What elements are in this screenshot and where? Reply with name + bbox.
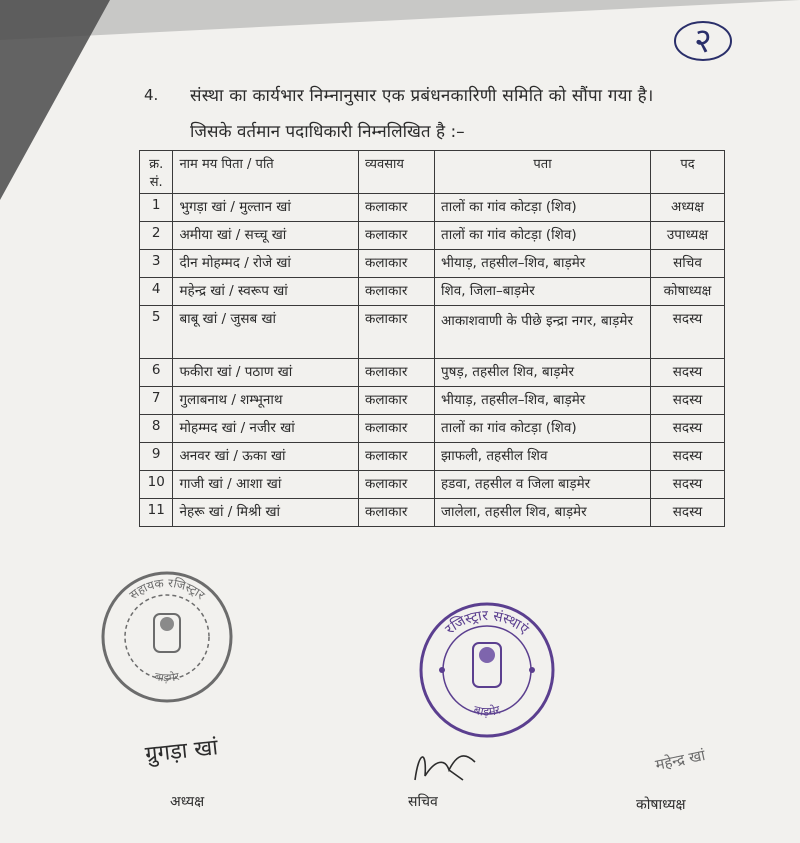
cell-address: झाफली, तहसील शिव	[435, 443, 651, 471]
cell-serial-no: 4	[140, 278, 173, 306]
cell-post: कोषाध्यक्ष	[650, 278, 724, 306]
header-occupation: व्यवसाय	[358, 151, 434, 194]
assistant-registrar-seal	[92, 562, 242, 712]
cell-address: भीयाड़, तहसील–शिव, बाड़मेर	[435, 387, 651, 415]
cell-occupation: कलाकार	[358, 250, 434, 278]
cell-name: बाबू खां / जुसब खां	[173, 306, 359, 359]
cell-serial-no: 7	[140, 387, 173, 415]
cell-serial-no: 5	[140, 306, 173, 359]
page-number-circle	[672, 18, 734, 64]
svg-text:बाड़मेर	[472, 702, 503, 718]
table-header-row	[140, 151, 725, 194]
cell-name: नेहरू खां / मिश्री खां	[173, 499, 359, 527]
table-row	[140, 443, 725, 471]
cell-post: सदस्य	[650, 499, 724, 527]
page-number	[672, 18, 734, 64]
cell-serial-no: 1	[140, 194, 173, 222]
cell-occupation: कलाकार	[358, 306, 434, 359]
cell-name: फकीरा खां / पठाण खां	[173, 359, 359, 387]
header-name: नाम मय पिता / पति	[173, 151, 359, 194]
table-row	[140, 499, 725, 527]
cell-occupation: कलाकार	[358, 359, 434, 387]
table-body	[140, 194, 725, 527]
cell-serial-no: 10	[140, 471, 173, 499]
registrar-seal	[412, 595, 562, 745]
cell-post: सदस्य	[650, 415, 724, 443]
cell-name: अनवर खां / ऊका खां	[173, 443, 359, 471]
cell-address: तालों का गांव कोटड़ा (शिव)	[435, 222, 651, 250]
table-row	[140, 194, 725, 222]
header-serial-no: क्र. सं.	[140, 151, 173, 194]
registrar-seal-emblem-icon	[412, 595, 562, 745]
cell-address: भीयाड़, तहसील–शिव, बाड़मेर	[435, 250, 651, 278]
left-seal-bottom-text: बाड़मेर	[153, 669, 181, 685]
president-signature: ग्रुगड़ा खां	[144, 735, 220, 768]
cell-post: सदस्य	[650, 306, 724, 359]
paragraph-line-2: जिसके वर्तमान पदाधिकारी निम्नलिखित है :–	[190, 122, 465, 142]
right-seal-top-text: रजिस्ट्रार संस्थाएं	[442, 607, 532, 638]
cell-occupation: कलाकार	[358, 194, 434, 222]
cell-address: तालों का गांव कोटड़ा (शिव)	[435, 415, 651, 443]
cell-serial-no: 6	[140, 359, 173, 387]
header-address: पता	[435, 151, 651, 194]
treasurer-label: कोषाध्यक्ष	[636, 797, 686, 813]
cell-name: गुलाबनाथ / शम्भूनाथ	[173, 387, 359, 415]
cell-address: शिव, जिला–बाड़मेर	[435, 278, 651, 306]
paragraph-line-1: संस्था का कार्यभार निम्नानुसार एक प्रबंधनकारिणी समिति को सौंपा गया है।	[190, 86, 654, 106]
president-label: अध्यक्ष	[170, 794, 205, 810]
table-row	[140, 278, 725, 306]
cell-address: हडवा, तहसील व जिला बाड़मेर	[435, 471, 651, 499]
cell-occupation: कलाकार	[358, 499, 434, 527]
cell-occupation: कलाकार	[358, 387, 434, 415]
cell-address: आकाशवाणी के पीछे इन्द्रा नगर, बाड़मेर	[435, 306, 651, 359]
right-seal-bottom-text: बाड़मेर	[472, 702, 502, 719]
cell-post: सदस्य	[650, 443, 724, 471]
cell-name: मोहम्मद खां / नजीर खां	[173, 415, 359, 443]
cell-occupation: कलाकार	[358, 222, 434, 250]
treasurer-signature: महेन्द्र खां	[653, 745, 707, 775]
cell-name: गाजी खां / आशा खां	[173, 471, 359, 499]
cell-post: सचिव	[650, 250, 724, 278]
cell-address: जालेला, तहसील शिव, बाड़मेर	[435, 499, 651, 527]
cell-post: सदस्य	[650, 359, 724, 387]
table-row	[140, 359, 725, 387]
cell-serial-no: 9	[140, 443, 173, 471]
cell-serial-no: 3	[140, 250, 173, 278]
paragraph-number: 4.	[144, 86, 159, 104]
left-seal-top-text: सहायक रजिस्ट्रार	[126, 575, 208, 603]
cell-post: अध्यक्ष	[650, 194, 724, 222]
cell-serial-no: 11	[140, 499, 173, 527]
cell-name: अमीया खां / सच्चू खां	[173, 222, 359, 250]
table-row	[140, 250, 725, 278]
cell-serial-no: 2	[140, 222, 173, 250]
cell-occupation: कलाकार	[358, 278, 434, 306]
page-number-text: २	[694, 21, 712, 61]
cell-post: सदस्य	[650, 387, 724, 415]
table-row	[140, 306, 725, 359]
cell-address: तालों का गांव कोटड़ा (शिव)	[435, 194, 651, 222]
cell-name: दीन मोहम्मद / रोजे खां	[173, 250, 359, 278]
secretary-label: सचिव	[408, 794, 438, 810]
svg-text:बाड़मेर	[154, 670, 182, 685]
table-row	[140, 415, 725, 443]
table-row	[140, 471, 725, 499]
cell-post: सदस्य	[650, 471, 724, 499]
cell-address: पुषड़, तहसील शिव, बाड़मेर	[435, 359, 651, 387]
cell-serial-no: 8	[140, 415, 173, 443]
cell-name: महेन्द्र खां / स्वरूप खां	[173, 278, 359, 306]
cell-occupation: कलाकार	[358, 415, 434, 443]
table-row	[140, 222, 725, 250]
cell-occupation: कलाकार	[358, 443, 434, 471]
header-post: पद	[650, 151, 724, 194]
cell-name: भुगड़ा खां / मुल्तान खां	[173, 194, 359, 222]
scan-shadow-corner	[0, 0, 110, 200]
secretary-signature	[405, 740, 495, 790]
cell-occupation: कलाकार	[358, 471, 434, 499]
cell-post: उपाध्यक्ष	[650, 222, 724, 250]
office-bearers-table	[139, 150, 725, 527]
table-row	[140, 387, 725, 415]
seal-emblem-icon	[92, 562, 242, 712]
